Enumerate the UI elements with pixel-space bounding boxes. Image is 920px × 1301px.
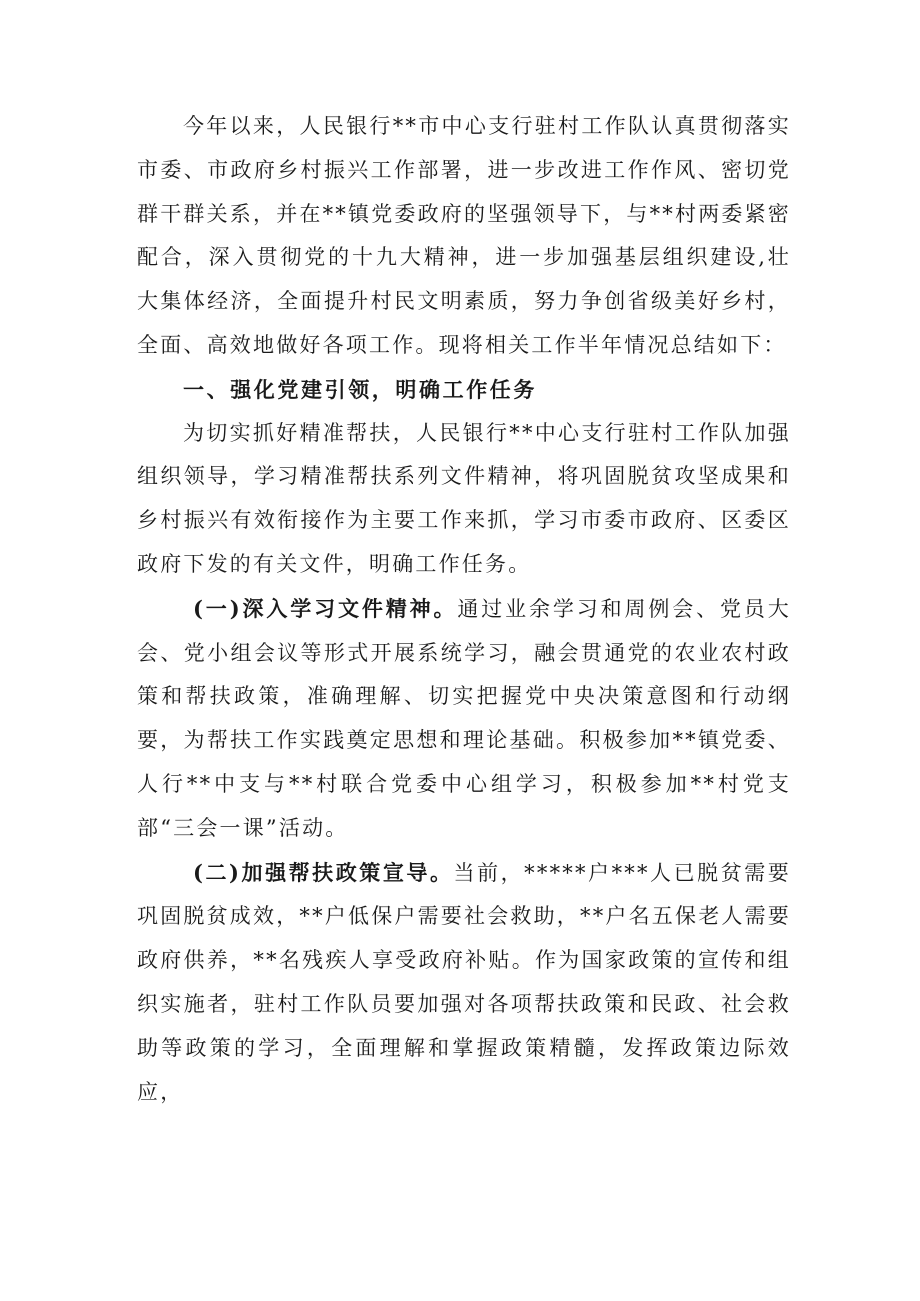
section-heading: 一、强化党建引领，明确工作任务 [183, 376, 537, 402]
document-body [137, 105, 791, 1114]
item-lead-2: (二)加强帮扶政策宣导。 [193, 859, 454, 885]
item-paragraph-1 [137, 587, 791, 851]
item-body-1: 通过业余学习和周例会、党员大会、党小组会议等形式开展系统学习，融会贯通党的农业农村政策和帮扶政策，准确理解、切实把握党中央决策意图和行动纲要，为帮扶工作实践奠定思想和理论基础。积极参加**镇党委、人行**中支与**村联合党委中心组学习，积极参加**村党支部“三会一课”活动。 [137, 596, 791, 840]
section-paragraph: 为切实抓好精准帮扶，人民银行**中心支行驻村工作队加强组织领导，学习精准帮扶系列文件精神，将巩固脱贫攻坚成果和乡村振兴有效衔接作为主要工作来抓，学习市委市政府、区委区政府下发的有关文件，明确工作任务。 [137, 420, 791, 576]
item-paragraph-2 [137, 851, 791, 1115]
item-body-2: 当前，*****户***人已脱贫需要巩固脱贫成效，**户低保户需要社会救助，**户名五保老人需要政府供养，**名残疾人享受政府补贴。作为国家政策的宣传和组织实施者，驻村工作队员要加强对各项帮扶政策和民政、社会救助等政策的学习，全面理解和掌握政策精髓，发挥政策边际效应， [137, 860, 791, 1104]
item-lead-1: (一)深入学习文件精神。 [193, 595, 458, 621]
intro-paragraph: 今年以来，人民银行**市中心支行驻村工作队认真贯彻落实市委、市政府乡村振兴工作部署，进一步改进工作作风、密切党群干群关系，并在**镇党委政府的坚强领导下，与**村两委紧密配合，深入贯彻党的十九大精神，进一步加强基层组织建设,壮大集体经济，全面提升村民文明素质，努力争创省级美好乡村，全面、高效地做好各项工作。现将相关工作半年情况总结如下： [137, 114, 791, 357]
